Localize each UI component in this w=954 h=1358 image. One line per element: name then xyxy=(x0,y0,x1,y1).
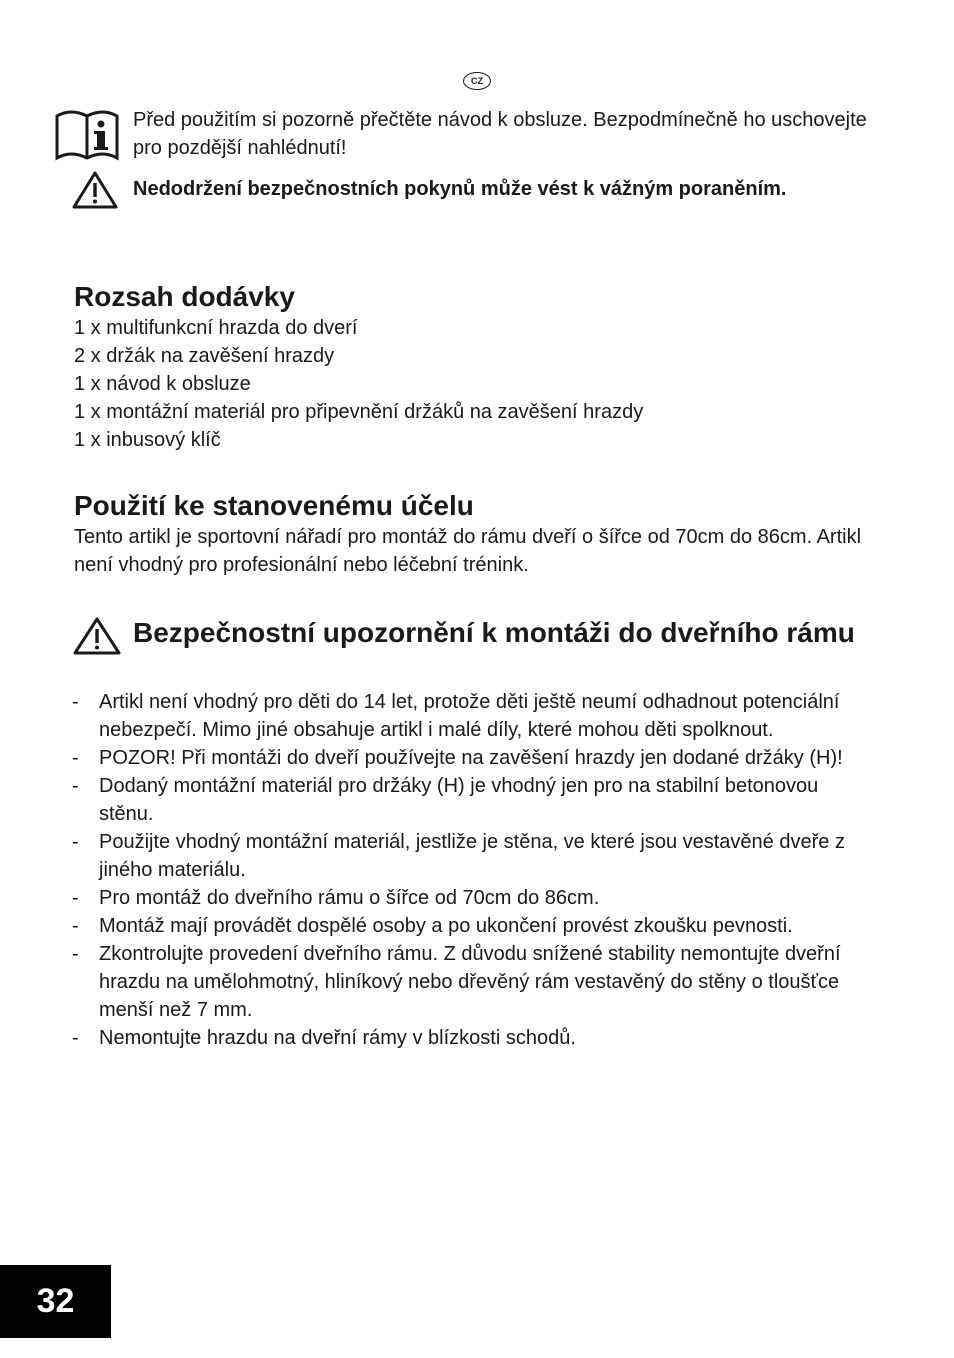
list-dash: - xyxy=(72,887,79,909)
list-item xyxy=(72,828,872,884)
warning-triangle-icon xyxy=(72,170,118,210)
list-item-text: Dodaný montážní materiál pro držáky (H) je vhodný jen pro na stabilní betonovou stěnu. xyxy=(99,775,819,825)
heading-scope-of-delivery: Rozsah dodávky xyxy=(74,281,295,312)
list-item xyxy=(72,1024,872,1052)
list-item-text: Pro montáž do dveřního rámu o šířce od 70cm do 86cm. xyxy=(99,887,600,909)
manual-info-icon xyxy=(54,106,120,162)
list-item: 1 x návod k obsluze xyxy=(74,373,251,395)
page-number-text: 32 xyxy=(36,1282,75,1320)
list-item-text: Zkontrolujte provedení dveřního rámu. Z důvodu snížené stability nemontujte dveřní hrazdu na umělohmotný, hliníkový nebo dřevěný rám vestavěný do stěny o tloušťce menší než 7 mm. xyxy=(99,943,841,1021)
language-badge xyxy=(463,72,491,90)
list-dash: - xyxy=(72,747,79,769)
list-dash: - xyxy=(72,943,79,965)
warning-triangle-icon xyxy=(72,616,122,656)
list-item xyxy=(72,744,872,772)
heading-intended-use: Použití ke stanovenému účelu xyxy=(74,490,474,521)
intro-text: Před použitím si pozorně přečtěte návod k obsluze. Bezpodmínečně ho uschovejte pro pozdější nahlédnutí! xyxy=(133,109,867,159)
page-number xyxy=(0,1265,111,1338)
intended-use-text: Tento artikl je sportovní nářadí pro montáž do rámu dveří o šířce od 70cm do 86cm. Artikl není vhodný pro profesionální nebo léčební trénink. xyxy=(74,526,862,576)
list-item: 1 x montážní materiál pro připevnění držáků na zavěšení hrazdy xyxy=(74,401,644,423)
scope-list xyxy=(74,314,643,454)
list-dash: - xyxy=(72,831,79,853)
list-item-text: Použijte vhodný montážní materiál, jestliže je stěna, ve které jsou vestavěné dveře z jiného materiálu. xyxy=(99,831,845,881)
heading-safety-instructions: Bezpečnostní upozornění k montáži do dveřního rámu xyxy=(133,617,855,648)
language-code: CZ xyxy=(471,76,483,86)
list-item xyxy=(72,688,872,744)
list-dash: - xyxy=(72,775,79,797)
list-dash: - xyxy=(72,691,79,713)
list-dash: - xyxy=(72,1027,79,1049)
list-item-text: Nemontujte hrazdu na dveřní rámy v blízkosti schodů. xyxy=(99,1027,576,1049)
list-item xyxy=(72,912,872,940)
list-item xyxy=(72,884,872,912)
list-item-text: Montáž mají provádět dospělé osoby a po ukončení provést zkoušku pevnosti. xyxy=(99,915,793,937)
safety-list xyxy=(72,688,872,1052)
list-item: 2 x držák na zavěšení hrazdy xyxy=(74,345,335,367)
list-item xyxy=(72,940,872,1024)
list-item: 1 x multifunkcní hrazda do dverí xyxy=(74,317,358,339)
list-dash: - xyxy=(72,915,79,937)
list-item-text: Artikl není vhodný pro děti do 14 let, protože děti ještě neumí odhadnout potenciální nebezpečí. Mimo jiné obsahuje artikl i malé díly, které mohou děti spolknout. xyxy=(99,691,840,741)
list-item-text: POZOR! Při montáži do dveří používejte na zavěšení hrazdy jen dodané držáky (H)! xyxy=(99,747,843,769)
list-item xyxy=(72,772,872,828)
list-item: 1 x inbusový klíč xyxy=(74,429,221,451)
warning-text: Nedodržení bezpečnostních pokynů může vést k vážným poraněním. xyxy=(133,178,787,200)
